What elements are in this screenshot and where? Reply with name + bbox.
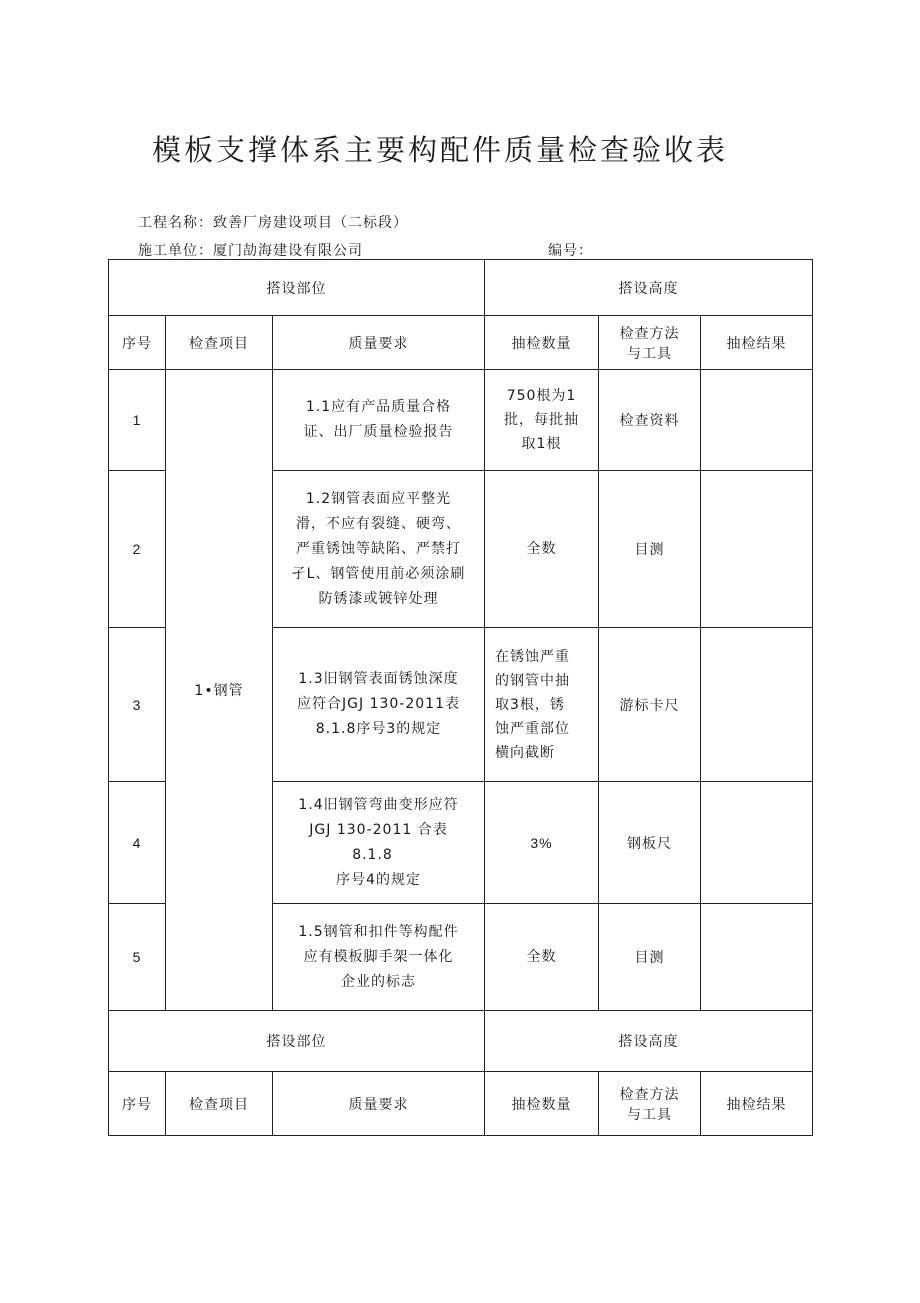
row-sample-qty: 在锈蚀严重 的钢管中抽 取3根，锈 蚀严重部位 横向截断 (485, 628, 599, 782)
form-title: 模板支撑体系主要构配件质量检查验收表 (152, 133, 729, 167)
header-method-line2: 与工具 (627, 345, 673, 362)
row-sample-qty: 3% (485, 782, 599, 904)
header-method (599, 1072, 701, 1136)
header-item: 检查项目 (166, 1072, 273, 1136)
row-sample-qty: 全数 (485, 471, 599, 628)
inspection-table (108, 259, 813, 1136)
row-result[interactable] (701, 628, 813, 782)
row-requirement: 1.1应有产品质量合格 证、出厂质量检验报告 (273, 370, 485, 471)
header-location-row-repeat (109, 1011, 813, 1072)
header-height: 搭设高度 (485, 1011, 813, 1072)
form-number-label: 编号： (548, 243, 593, 259)
header-location: 搭设部位 (109, 260, 485, 316)
row-result[interactable] (701, 370, 813, 471)
row-method: 目测 (599, 904, 701, 1011)
row-requirement: 1.2钢管表面应平整光 滑，不应有裂缝、硬弯、 严重锈蚀等缺陷、严禁打 孑L、钢管使用前必须涂刷 防锈漆或镀锌处理 (273, 471, 485, 628)
header-sample-qty: 抽检数量 (485, 1072, 599, 1136)
header-sample-qty: 抽检数量 (485, 316, 599, 370)
header-method-line1: 检查方法 (619, 1086, 680, 1103)
header-requirement: 质量要求 (273, 316, 485, 370)
row-method: 检查资料 (599, 370, 701, 471)
row-method: 游标卡尺 (599, 628, 701, 782)
row-result[interactable] (701, 471, 813, 628)
category-cell: 1•钢管 (166, 370, 273, 1011)
header-result: 抽检结果 (701, 1072, 813, 1136)
row-requirement: 1.4旧钢管弯曲变形应符 JGJ 130-2011 合表 8.1.8 序号4的规定 (273, 782, 485, 904)
project-name: 工程名称：致善厂房建设项目（二标段） (138, 215, 408, 231)
header-height: 搭设高度 (485, 260, 813, 316)
header-requirement: 质量要求 (273, 1072, 485, 1136)
row-seq: 4 (109, 782, 166, 904)
header-method-line1: 检查方法 (619, 325, 680, 342)
row-sample-qty: 全数 (485, 904, 599, 1011)
row-requirement: 1.3旧钢管表面锈蚀深度 应符合JGJ 130-2011表 8.1.8序号3的规定 (273, 628, 485, 782)
row-sample-qty: 750根为1 批，每批抽 取1根 (485, 370, 599, 471)
header-seq: 序号 (109, 1072, 166, 1136)
header-item: 检查项目 (166, 316, 273, 370)
row-method: 目测 (599, 471, 701, 628)
row-requirement: 1.5钢管和扣件等构配件 应有模板脚手架一体化 企业的标志 (273, 904, 485, 1011)
column-header-row-repeat (109, 1072, 813, 1136)
header-location-row (109, 260, 813, 316)
row-method: 钢板尺 (599, 782, 701, 904)
header-method-line2: 与工具 (627, 1106, 673, 1123)
header-location: 搭设部位 (109, 1011, 485, 1072)
row-seq: 1 (109, 370, 166, 471)
header-seq: 序号 (109, 316, 166, 370)
row-result[interactable] (701, 904, 813, 1011)
table-row (109, 370, 813, 471)
row-seq: 2 (109, 471, 166, 628)
header-result: 抽检结果 (701, 316, 813, 370)
header-method (599, 316, 701, 370)
row-seq: 3 (109, 628, 166, 782)
row-seq: 5 (109, 904, 166, 1011)
construction-unit: 施工单位：厦门劼海建设有限公司 (138, 243, 363, 259)
column-header-row (109, 316, 813, 370)
row-result[interactable] (701, 782, 813, 904)
